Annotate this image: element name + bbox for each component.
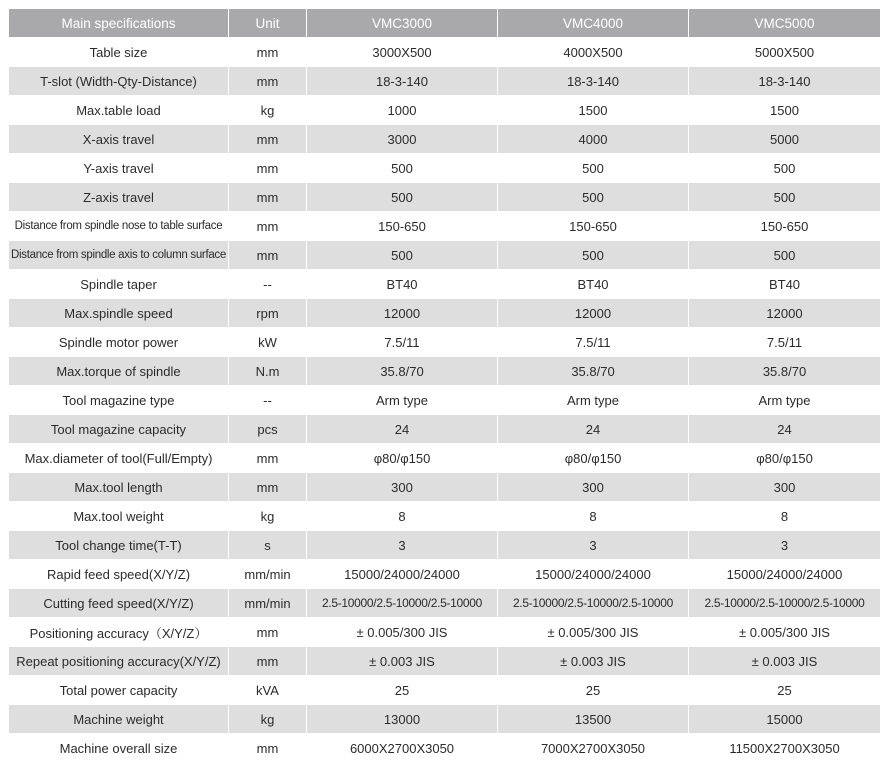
value-cell: ± 0.005/300 JIS (307, 618, 498, 647)
spec-name-cell: Distance from spindle axis to column surface (9, 241, 229, 270)
value-cell: 1500 (689, 96, 881, 125)
table-row (9, 531, 881, 560)
spec-name-cell: Y-axis travel (9, 154, 229, 183)
spec-name-cell: Max.table load (9, 96, 229, 125)
value-cell: 12000 (689, 299, 881, 328)
value-cell: φ80/φ150 (689, 444, 881, 473)
spec-name-cell: Max.tool length (9, 473, 229, 502)
value-cell: 15000/24000/24000 (307, 560, 498, 589)
value-cell: ± 0.003 JIS (498, 647, 689, 676)
value-cell: 24 (498, 415, 689, 444)
value-cell: 2.5-10000/2.5-10000/2.5-10000 (689, 589, 881, 618)
unit-cell: mm (229, 67, 307, 96)
spec-name-cell: Tool magazine capacity (9, 415, 229, 444)
value-cell: 1000 (307, 96, 498, 125)
value-cell: BT40 (689, 270, 881, 299)
unit-cell: mm (229, 647, 307, 676)
value-cell: ± 0.003 JIS (689, 647, 881, 676)
unit-cell: -- (229, 270, 307, 299)
value-cell: 6000X2700X3050 (307, 734, 498, 763)
table-row (9, 705, 881, 734)
value-cell: 15000 (689, 705, 881, 734)
value-cell: 25 (498, 676, 689, 705)
table-row (9, 589, 881, 618)
value-cell: 500 (307, 241, 498, 270)
unit-cell: -- (229, 386, 307, 415)
value-cell: Arm type (498, 386, 689, 415)
table-row (9, 125, 881, 154)
spec-name-cell: X-axis travel (9, 125, 229, 154)
value-cell: ± 0.003 JIS (307, 647, 498, 676)
unit-cell: mm/min (229, 589, 307, 618)
unit-cell: mm (229, 183, 307, 212)
table-row (9, 560, 881, 589)
spec-name-cell: Spindle motor power (9, 328, 229, 357)
value-cell: φ80/φ150 (307, 444, 498, 473)
value-cell: 2.5-10000/2.5-10000/2.5-10000 (307, 589, 498, 618)
unit-cell: mm/min (229, 560, 307, 589)
spec-name-cell: Total power capacity (9, 676, 229, 705)
table-row (9, 38, 881, 67)
value-cell: 24 (689, 415, 881, 444)
unit-cell: kVA (229, 676, 307, 705)
value-cell: BT40 (498, 270, 689, 299)
spec-table-body (9, 38, 881, 763)
value-cell: 500 (689, 154, 881, 183)
spec-name-cell: Max.diameter of tool(Full/Empty) (9, 444, 229, 473)
table-row (9, 473, 881, 502)
table-row (9, 676, 881, 705)
spec-name-cell: T-slot (Width-Qty-Distance) (9, 67, 229, 96)
table-row (9, 154, 881, 183)
value-cell: 500 (307, 154, 498, 183)
spec-table-header (9, 9, 881, 38)
value-cell: 7.5/11 (498, 328, 689, 357)
spec-name-cell: Positioning accuracy（X/Y/Z） (9, 618, 229, 647)
value-cell: 7.5/11 (307, 328, 498, 357)
unit-cell: kg (229, 502, 307, 531)
table-row (9, 444, 881, 473)
unit-cell: kg (229, 96, 307, 125)
header-spec: Main specifications (9, 9, 229, 38)
unit-cell: rpm (229, 299, 307, 328)
unit-cell: pcs (229, 415, 307, 444)
value-cell: 150-650 (498, 212, 689, 241)
table-row (9, 386, 881, 415)
table-row (9, 502, 881, 531)
table-row (9, 270, 881, 299)
value-cell: 1500 (498, 96, 689, 125)
value-cell: 500 (689, 241, 881, 270)
table-row (9, 357, 881, 386)
value-cell: 25 (689, 676, 881, 705)
value-cell: 3000X500 (307, 38, 498, 67)
value-cell: 25 (307, 676, 498, 705)
spec-name-cell: Max.torque of spindle (9, 357, 229, 386)
value-cell: 24 (307, 415, 498, 444)
value-cell: 500 (498, 183, 689, 212)
value-cell: 18-3-140 (689, 67, 881, 96)
table-row (9, 299, 881, 328)
value-cell: 11500X2700X3050 (689, 734, 881, 763)
value-cell: 3000 (307, 125, 498, 154)
unit-cell: s (229, 531, 307, 560)
value-cell: 4000 (498, 125, 689, 154)
table-row (9, 647, 881, 676)
value-cell: 3 (498, 531, 689, 560)
value-cell: 35.8/70 (689, 357, 881, 386)
value-cell: ± 0.005/300 JIS (498, 618, 689, 647)
table-row (9, 241, 881, 270)
table-row (9, 415, 881, 444)
unit-cell: mm (229, 444, 307, 473)
value-cell: 150-650 (307, 212, 498, 241)
value-cell: 500 (498, 241, 689, 270)
spec-name-cell: Machine overall size (9, 734, 229, 763)
table-row (9, 67, 881, 96)
spec-name-cell: Machine weight (9, 705, 229, 734)
value-cell: ± 0.005/300 JIS (689, 618, 881, 647)
value-cell: 7.5/11 (689, 328, 881, 357)
value-cell: 500 (689, 183, 881, 212)
value-cell: 3 (689, 531, 881, 560)
value-cell: 5000 (689, 125, 881, 154)
value-cell: 15000/24000/24000 (498, 560, 689, 589)
value-cell: 8 (689, 502, 881, 531)
value-cell: 300 (498, 473, 689, 502)
table-row (9, 734, 881, 763)
value-cell: 13000 (307, 705, 498, 734)
value-cell: 35.8/70 (307, 357, 498, 386)
value-cell: 300 (307, 473, 498, 502)
unit-cell: mm (229, 154, 307, 183)
table-row (9, 96, 881, 125)
value-cell: 3 (307, 531, 498, 560)
unit-cell: mm (229, 618, 307, 647)
spec-table (9, 9, 881, 763)
value-cell: 500 (307, 183, 498, 212)
spec-name-cell: Tool magazine type (9, 386, 229, 415)
value-cell: 12000 (498, 299, 689, 328)
value-cell: Arm type (307, 386, 498, 415)
spec-name-cell: Table size (9, 38, 229, 67)
value-cell: 4000X500 (498, 38, 689, 67)
spec-name-cell: Distance from spindle nose to table surface (9, 212, 229, 241)
spec-name-cell: Repeat positioning accuracy(X/Y/Z) (9, 647, 229, 676)
table-row (9, 183, 881, 212)
value-cell: 500 (498, 154, 689, 183)
spec-name-cell: Rapid feed speed(X/Y/Z) (9, 560, 229, 589)
value-cell: 300 (689, 473, 881, 502)
spec-name-cell: Spindle taper (9, 270, 229, 299)
unit-cell: mm (229, 212, 307, 241)
spec-name-cell: Tool change time(T-T) (9, 531, 229, 560)
value-cell: φ80/φ150 (498, 444, 689, 473)
value-cell: Arm type (689, 386, 881, 415)
value-cell: 8 (307, 502, 498, 531)
value-cell: 5000X500 (689, 38, 881, 67)
unit-cell: mm (229, 125, 307, 154)
value-cell: 150-650 (689, 212, 881, 241)
value-cell: 8 (498, 502, 689, 531)
unit-cell: kg (229, 705, 307, 734)
header-model: VMC3000 (307, 9, 498, 38)
value-cell: 7000X2700X3050 (498, 734, 689, 763)
spec-name-cell: Max.spindle speed (9, 299, 229, 328)
header-model: VMC5000 (689, 9, 881, 38)
table-row (9, 328, 881, 357)
unit-cell: kW (229, 328, 307, 357)
unit-cell: mm (229, 734, 307, 763)
spec-name-cell: Cutting feed speed(X/Y/Z) (9, 589, 229, 618)
value-cell: 2.5-10000/2.5-10000/2.5-10000 (498, 589, 689, 618)
value-cell: BT40 (307, 270, 498, 299)
value-cell: 35.8/70 (498, 357, 689, 386)
value-cell: 15000/24000/24000 (689, 560, 881, 589)
table-row (9, 618, 881, 647)
header-unit: Unit (229, 9, 307, 38)
value-cell: 12000 (307, 299, 498, 328)
unit-cell: mm (229, 38, 307, 67)
value-cell: 13500 (498, 705, 689, 734)
table-row (9, 212, 881, 241)
spec-name-cell: Max.tool weight (9, 502, 229, 531)
value-cell: 18-3-140 (307, 67, 498, 96)
unit-cell: N.m (229, 357, 307, 386)
header-row (9, 9, 881, 38)
header-model: VMC4000 (498, 9, 689, 38)
value-cell: 18-3-140 (498, 67, 689, 96)
unit-cell: mm (229, 473, 307, 502)
unit-cell: mm (229, 241, 307, 270)
spec-name-cell: Z-axis travel (9, 183, 229, 212)
